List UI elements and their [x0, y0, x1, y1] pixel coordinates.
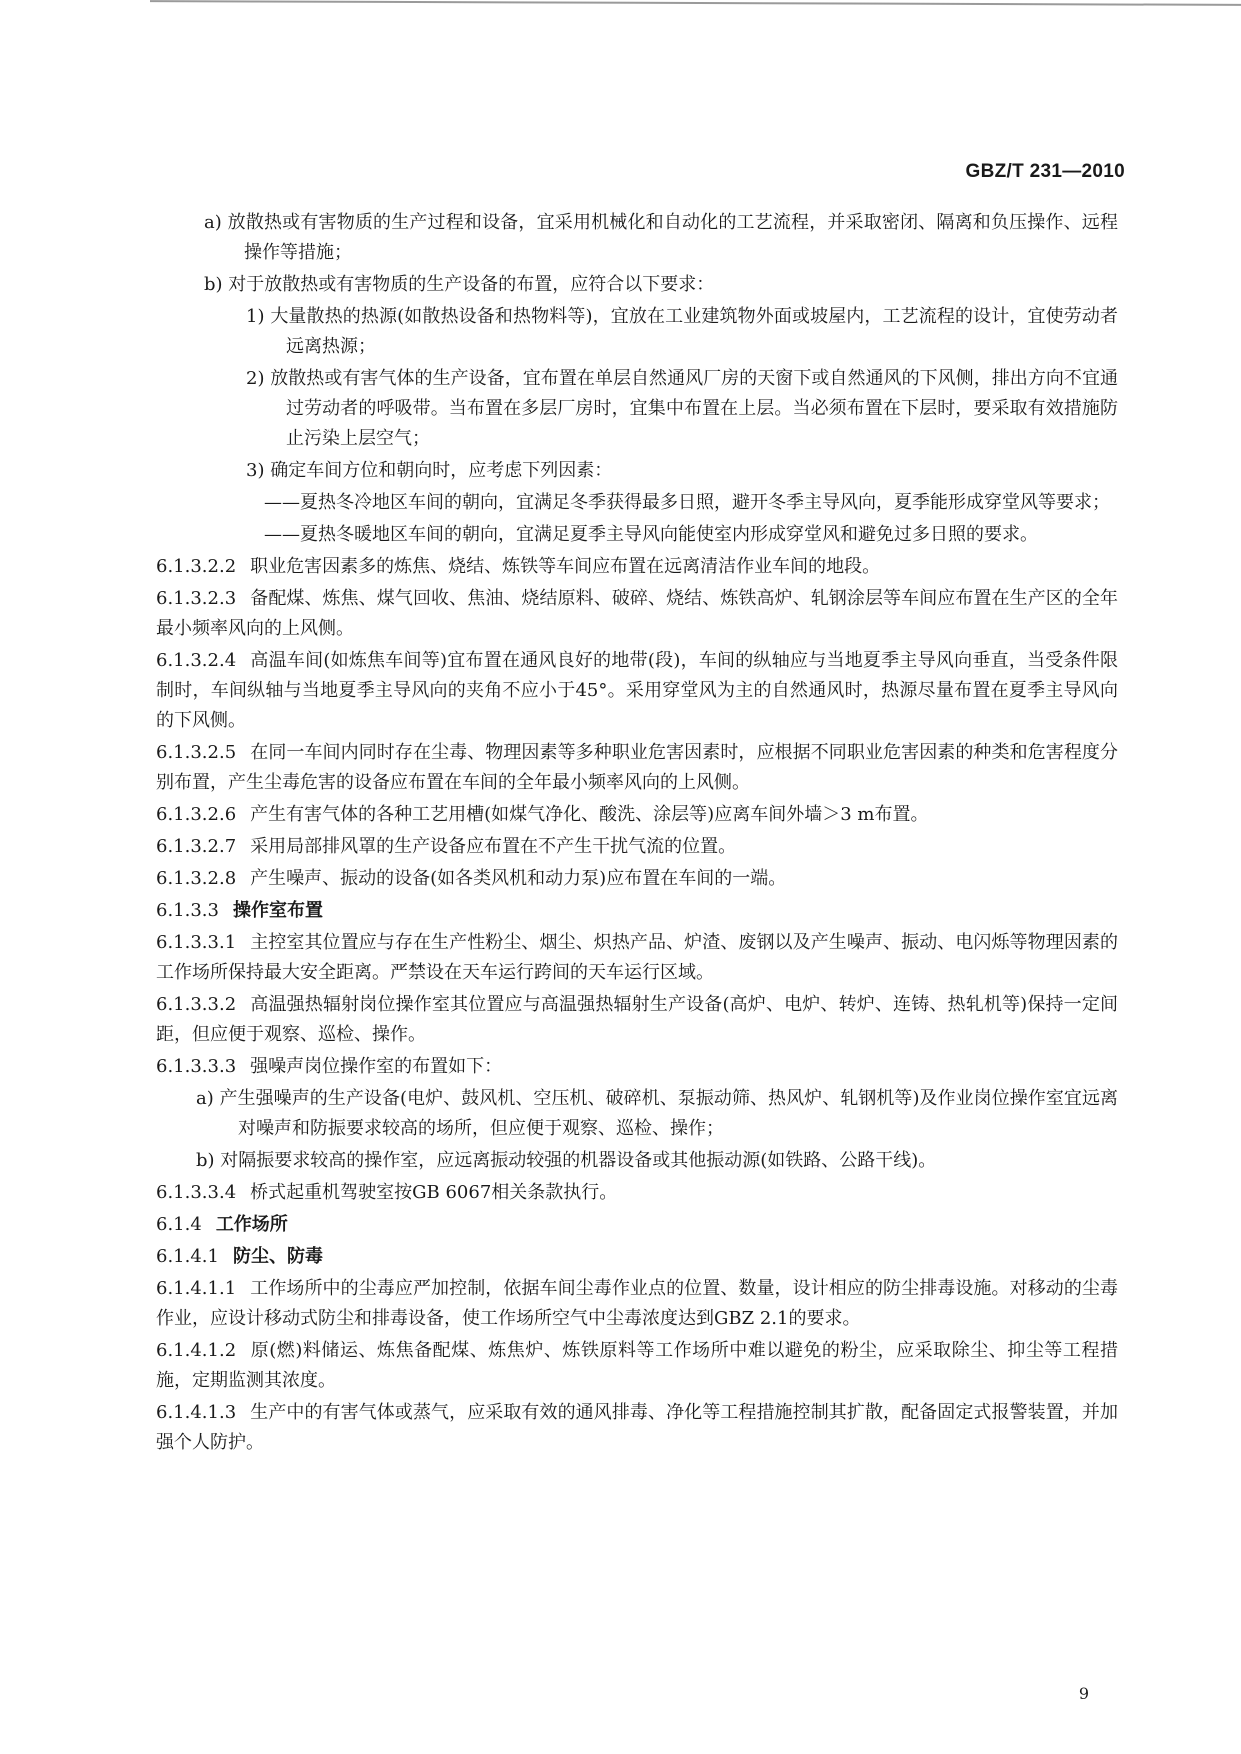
clause-number: 6.1.3.2.6: [156, 804, 237, 825]
list-item: a) 放散热或有害物质的生产过程和设备，宜采用机械化和自动化的工艺流程，并采取密闭、隔离和负压操作、远程操作等措施；: [204, 212, 1118, 263]
clause-paragraph: 6.1.3.2.5 在同一车间内同时存在尘毒、物理因素等多种职业危害因素时，应根据不同职业危害因素的种类和危害程度分别布置，产生尘毒危害的设备应布置在车间的全年最小频率风向的上风侧。: [156, 742, 1118, 793]
clause-paragraph: 6.1.3.3.2 高温强热辐射岗位操作室其位置应与高温强热辐射生产设备(高炉、电炉、转炉、连铸、热轧机等)保持一定间距，但应便于观察、巡检、操作。: [156, 994, 1118, 1045]
list-item: a) 产生强噪声的生产设备(电炉、鼓风机、空压机、破碎机、泵振动筛、热风炉、轧钢机等)及作业岗位操作室宜远离对噪声和防振要求较高的场所，但应便于观察、巡检、操作；: [196, 1088, 1118, 1139]
clause-number: 6.1.3.2.5: [156, 742, 237, 763]
clause-paragraph: 6.1.3.2.8 产生噪声、振动的设备(如各类风机和动力泵)应布置在车间的一端。: [156, 868, 787, 889]
clause-number: 6.1.3.2.8: [156, 868, 237, 889]
clause-number: 6.1.4.1.2: [156, 1340, 237, 1361]
clause-number: 6.1.3.3.3: [156, 1056, 237, 1077]
clause-number: 6.1.3.3: [156, 900, 219, 921]
clause-paragraph: 6.1.3.2.6 产生有害气体的各种工艺用槽(如煤气净化、酸洗、涂层等)应离车间外墙＞3 m布置。: [156, 804, 929, 825]
section-heading: 6.1.4.1 防尘、防毒: [156, 1246, 323, 1267]
clause-paragraph: 6.1.3.2.7 采用局部排风罩的生产设备应布置在不产生干扰气流的位置。: [156, 836, 737, 857]
clause-paragraph: 6.1.4.1.2 原(燃)料储运、炼焦备配煤、炼焦炉、炼铁原料等工作场所中难以避免的粉尘，应采取除尘、抑尘等工程措施，定期监测其浓度。: [156, 1340, 1118, 1391]
section-heading: 6.1.4 工作场所: [156, 1214, 288, 1235]
clause-paragraph: 6.1.3.2.4 高温车间(如炼焦车间等)宜布置在通风良好的地带(段)，车间的纵轴应与当地夏季主导风向垂直，当受条件限制时，车间纵轴与当地夏季主导风向的夹角不应小于45°。采用穿堂风为主的自然通风时，热源尽量布置在夏季主导风向的下风侧。: [156, 650, 1118, 731]
dash-item: ——夏热冬暖地区车间的朝向，宜满足夏季主导风向能使室内形成穿堂风和避免过多日照的要求。: [264, 524, 1038, 545]
list-item: 2) 放散热或有害气体的生产设备，宜布置在单层自然通风厂房的天窗下或自然通风的下风侧，排出方向不宜通过劳动者的呼吸带。当布置在多层厂房时，宜集中布置在上层。当必须布置在下层时，要采取有效措施防止污染上层空气；: [246, 368, 1118, 449]
clause-paragraph: 6.1.3.3.4 桥式起重机驾驶室按GB 6067相关条款执行。: [156, 1182, 618, 1203]
clause-number: 6.1.4.1.1: [156, 1278, 237, 1299]
clause-number: 6.1.3.2.4: [156, 650, 237, 671]
list-item: b) 对隔振要求较高的操作室，应远离振动较强的机器设备或其他振动源(如铁路、公路干线)。: [196, 1150, 937, 1171]
clause-number: 6.1.3.3.4: [156, 1182, 237, 1203]
clause-paragraph: 6.1.3.3.1 主控室其位置应与存在生产性粉尘、烟尘、炽热产品、炉渣、废钢以及产生噪声、振动、电闪烁等物理因素的工作场所保持最大安全距离。严禁设在天车运行跨间的天车运行区域。: [156, 932, 1118, 983]
clause-number: 6.1.3.3.2: [156, 994, 237, 1015]
scan-edge-line: [150, 0, 1241, 10]
dash-item: ——夏热冬冷地区车间的朝向，宜满足冬季获得最多日照，避开冬季主导风向，夏季能形成穿堂风等要求；: [264, 492, 1110, 513]
clause-paragraph: 6.1.3.2.3 备配煤、炼焦、煤气回收、焦油、烧结原料、破碎、烧结、炼铁高炉、轧钢涂层等车间应布置在生产区的全年最小频率风向的上风侧。: [156, 588, 1118, 639]
clause-paragraph: 6.1.3.3.3 强噪声岗位操作室的布置如下：: [156, 1056, 503, 1077]
clause-number: 6.1.3.2.3: [156, 588, 237, 609]
clause-paragraph: 6.1.3.2.2 职业危害因素多的炼焦、烧结、炼铁等车间应布置在远离清洁作业车间的地段。: [156, 556, 881, 577]
clause-number: 6.1.3.3.1: [156, 932, 237, 953]
clause-number: 6.1.3.2.2: [156, 556, 237, 577]
document-code: GBZ/T 231—2010: [965, 161, 1125, 182]
clause-number: 6.1.3.2.7: [156, 836, 237, 857]
list-item: 1) 大量散热的热源(如散热设备和热物料等)，宜放在工业建筑物外面或坡屋内，工艺流程的设计，宜使劳动者远离热源；: [246, 306, 1118, 357]
clause-number: 6.1.4.1: [156, 1246, 219, 1267]
section-heading: 6.1.3.3 操作室布置: [156, 900, 323, 921]
list-item: b) 对于放散热或有害物质的生产设备的布置，应符合以下要求：: [204, 274, 715, 295]
clause-paragraph: 6.1.4.1.3 生产中的有害气体或蒸气，应采取有效的通风排毒、净化等工程措施控制其扩散，配备固定式报警装置，并加强个人防护。: [156, 1402, 1118, 1453]
clause-number: 6.1.4.1.3: [156, 1402, 237, 1423]
clause-paragraph: 6.1.4.1.1 工作场所中的尘毒应严加控制，依据车间尘毒作业点的位置、数量，设计相应的防尘排毒设施。对移动的尘毒作业，应设计移动式防尘和排毒设备，使工作场所空气中尘毒浓度达到GBZ 2.1的要求。: [156, 1278, 1118, 1329]
document-body: [156, 208, 1118, 1460]
list-item: 3) 确定车间方位和朝向时，应考虑下列因素：: [246, 460, 613, 481]
clause-number: 6.1.4: [156, 1214, 202, 1235]
page-number: 9: [1078, 1684, 1089, 1703]
